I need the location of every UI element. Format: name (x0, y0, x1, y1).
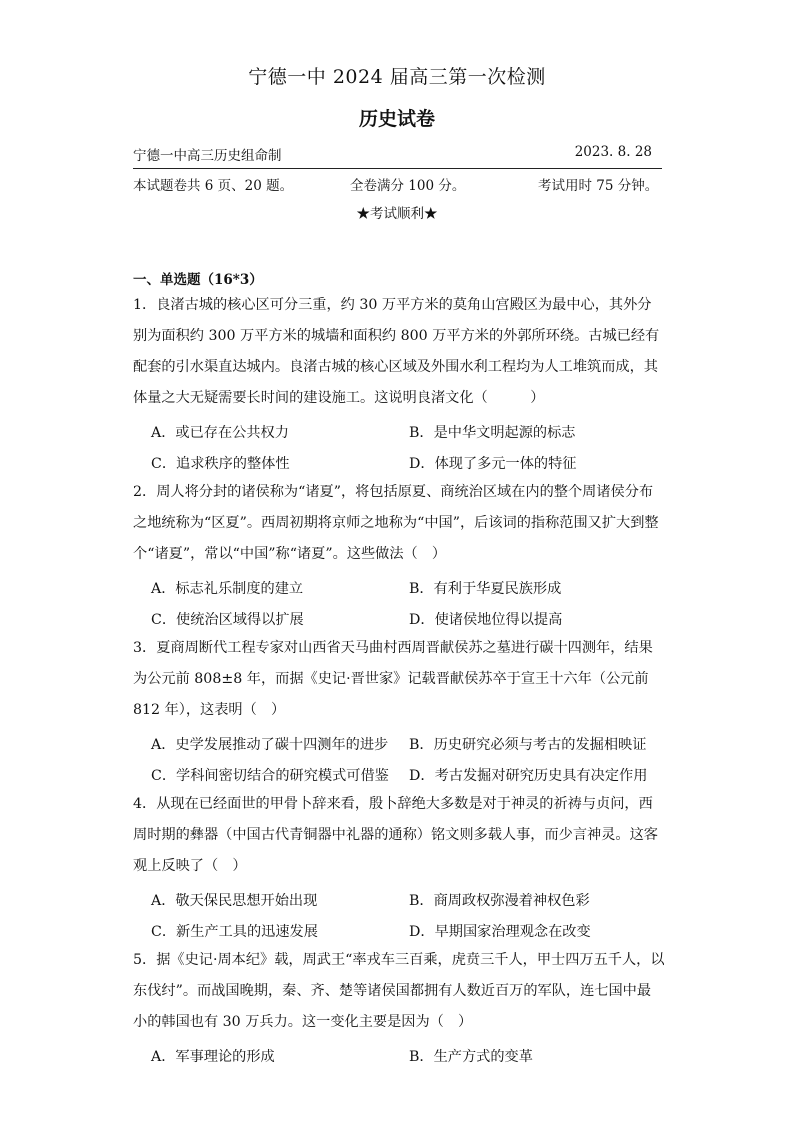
question-3-option-b[interactable]: B．历史研究必须与考古的发掘相映证 (409, 737, 647, 753)
question-4-option-a[interactable]: A．敬天保民思想开始出现 (151, 893, 318, 909)
section-heading: 一、单选题（16*3） (133, 272, 263, 288)
exam-title: 宁德一中 2024 届高三第一次检测 (248, 66, 546, 88)
question-1-option-c[interactable]: C．追求秩序的整体性 (151, 456, 290, 472)
question-2-option-b[interactable]: B．有利于华夏民族形成 (409, 581, 562, 597)
question-5-stem: 5．据《史记·周本纪》载，周武王“率戎车三百乘，虎贲三千人，甲士四万五千人，以东伐纣”。而战国晚期，秦、齐、楚等诸侯国都拥有人数近百万的军队，连七国中最小的韩国也有 30 万兵力。这一变化主要是因为（ ） (133, 952, 665, 1030)
info-pages: 本试题卷共 6 页、20 题。 (133, 178, 294, 194)
exam-date: 2023. 8. 28 (574, 144, 652, 160)
question-5-option-b[interactable]: B．生产方式的变革 (409, 1049, 533, 1065)
question-3-option-a[interactable]: A．史学发展推动了碳十四测年的进步 (151, 737, 389, 753)
question-4-option-b[interactable]: B．商周政权弥漫着神权色彩 (409, 893, 590, 909)
question-2-stem: 2．周人将分封的诸侯称为“诸夏”，将包括原夏、商统治区域在内的整个周诸侯分布之地统称为“区夏”。西周初期将京师之地称为“中国”，后该词的指称范围又扩大到整个“诸夏”，常以“中国”称“诸夏”。这些做法（ ） (133, 484, 659, 562)
question-1-option-b[interactable]: B．是中华文明起源的标志 (409, 425, 576, 441)
question-1-option-d[interactable]: D．体现了多元一体的特征 (409, 456, 577, 472)
question-1-stem: 1．良渚古城的核心区可分三重，约 30 万平方米的莫角山宫殿区为最中心，其外分别为面积约 300 万平方米的城墙和面积约 800 万平方米的外郭所环绕。古城已经有配套的引水渠直达城内。良渚古城的核心区域及外围水利工程均为人工堆筑而成，其体量之大无疑需要长时间的建设施工。这说明良渚文化（ ） (133, 297, 660, 406)
question-5-option-a[interactable]: A．军事理论的形成 (151, 1049, 275, 1065)
question-3-stem: 3．夏商周断代工程专家对山西省天马曲村西周晋献侯苏之墓进行碳十四测年，结果为公元前 808±8 年，而据《史记·晋世家》记载晋献侯苏卒于宣王十六年（公元前 812 年），这表明（ ） (133, 640, 653, 718)
question-2-option-d[interactable]: D．使诸侯地位得以提高 (409, 612, 563, 628)
question-4-option-c[interactable]: C．新生产工具的迅速发展 (151, 924, 318, 940)
info-time: 考试用时 75 分钟。 (538, 178, 659, 194)
question-2-option-c[interactable]: C．使统治区域得以扩展 (151, 612, 304, 628)
question-3-option-c[interactable]: C．学科间密切结合的研究模式可借鉴 (151, 768, 389, 784)
exam-subtitle: 历史试卷 (358, 108, 435, 130)
author-line: 宁德一中高三历史组命制 (133, 148, 282, 164)
info-score: 全卷满分 100 分。 (350, 178, 466, 194)
question-4-option-d[interactable]: D．早期国家治理观念在改变 (409, 924, 591, 940)
question-4-stem: 4．从现在已经面世的甲骨卜辞来看，殷卜辞绝大多数是对于神灵的祈祷与贞问，西周时期的彝器（中国古代青铜器中礼器的通称）铭文则多载人事，而少言神灵。这客观上反映了（ ） (133, 796, 658, 874)
good-luck-note: ★考试顺利★ (356, 206, 438, 222)
header-divider (133, 168, 662, 169)
question-3-option-d[interactable]: D．考古发掘对研究历史具有决定作用 (409, 768, 648, 784)
question-1-option-a[interactable]: A．或已存在公共权力 (151, 425, 289, 441)
question-2-option-a[interactable]: A．标志礼乐制度的建立 (151, 581, 304, 597)
